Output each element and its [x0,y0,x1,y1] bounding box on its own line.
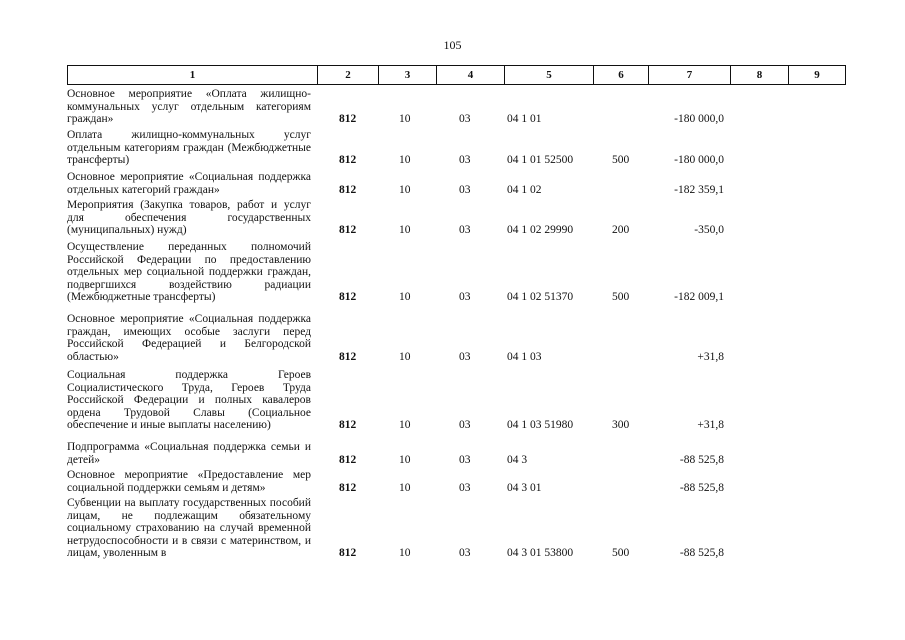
cell-target-article: 04 1 01 52500 [507,154,574,167]
cell-description: Основное мероприятие «Предоставление мер социальной поддержки семьям и детям» [67,469,311,494]
cell-amount: +31,8 [697,350,724,363]
cell-ved: 812 [339,547,357,560]
cell-target-article: 04 3 01 [507,481,542,494]
cell-section: 10 [399,291,411,304]
cell-section: 10 [399,350,411,363]
header-col-2: 2 [318,66,379,84]
cell-section: 10 [399,481,411,494]
cell-section: 10 [399,183,411,196]
cell-target-article: 04 1 02 29990 [507,224,574,237]
cell-subsection: 03 [459,291,471,304]
cell-section: 10 [399,224,411,237]
table-row [67,88,846,126]
cell-amount: -182 359,1 [674,183,724,196]
cell-subsection: 03 [459,154,471,167]
table-row [67,199,846,237]
cell-amount: -180 000,0 [674,113,724,126]
cell-amount: -88 525,8 [679,547,724,560]
cell-ved: 812 [339,291,357,304]
header-col-8: 8 [731,66,789,84]
table-header [67,65,846,85]
cell-amount: -182 009,1 [674,291,724,304]
cell-ved: 812 [339,154,357,167]
cell-section: 10 [399,547,411,560]
cell-expense-type: 500 [612,291,630,304]
page-number: 105 [443,38,462,52]
cell-description: Оплата жилищно-коммунальных услуг отдельным категориям граждан (Межбюджетные трансферты) [67,129,311,167]
table-row [67,129,846,167]
header-col-6: 6 [594,66,649,84]
cell-amount: -88 525,8 [679,453,724,466]
header-col-3: 3 [379,66,437,84]
cell-expense-type: 500 [612,547,630,560]
cell-amount: -180 000,0 [674,154,724,167]
cell-ved: 812 [339,419,357,432]
cell-description: Социальная поддержка Героев Социалистического Труда, Героев Труда Российской Федерации и полных кавалеров ордена Трудовой Славы (Социальное обеспечение и иные выплаты населению) [67,369,311,432]
table-row [67,497,846,560]
cell-subsection: 03 [459,183,471,196]
cell-subsection: 03 [459,113,471,126]
table-row [67,171,846,196]
cell-description: Осуществление переданных полномочий Российской Федерации по предоставлению отдельных мер социальной поддержки граждан, подвергшихся воздействию радиации (Межбюджетные трансферты) [67,241,311,304]
header-col-5: 5 [505,66,594,84]
cell-section: 10 [399,453,411,466]
header-col-4: 4 [437,66,505,84]
cell-description: Мероприятия (Закупка товаров, работ и услуг для обеспечения государственных (муниципальных) нужд) [67,199,311,237]
cell-subsection: 03 [459,224,471,237]
cell-target-article: 04 1 01 [507,113,542,126]
cell-expense-type: 300 [612,419,630,432]
cell-ved: 812 [339,113,357,126]
cell-ved: 812 [339,453,357,466]
cell-description: Основное мероприятие «Социальная поддержка отдельных категорий граждан» [67,171,311,196]
cell-subsection: 03 [459,481,471,494]
table-row [67,241,846,304]
cell-amount: +31,8 [697,419,724,432]
table-row [67,369,846,432]
cell-target-article: 04 3 01 53800 [507,547,574,560]
cell-expense-type: 500 [612,154,630,167]
cell-subsection: 03 [459,350,471,363]
header-col-1: 1 [68,66,318,84]
cell-description: Основное мероприятие «Социальная поддержка граждан, имеющих особые заслуги перед Российской Федерацией и Белгородской областью» [67,313,311,363]
cell-subsection: 03 [459,547,471,560]
table-row [67,313,846,363]
cell-expense-type: 200 [612,224,630,237]
cell-amount: -88 525,8 [679,481,724,494]
cell-description: Подпрограмма «Социальная поддержка семьи и детей» [67,441,311,466]
cell-target-article: 04 1 02 [507,183,542,196]
header-col-9: 9 [814,69,820,81]
cell-description: Основное мероприятие «Оплата жилищно-коммунальных услуг отдельным категориям граждан» [67,88,311,126]
cell-ved: 812 [339,350,357,363]
cell-section: 10 [399,154,411,167]
cell-amount: -350,0 [694,224,724,237]
cell-subsection: 03 [459,419,471,432]
cell-subsection: 03 [459,453,471,466]
cell-target-article: 04 1 02 51370 [507,291,574,304]
cell-section: 10 [399,419,411,432]
table-row [67,469,846,494]
cell-target-article: 04 3 [507,453,528,466]
cell-section: 10 [399,113,411,126]
cell-description: Субвенции на выплату государственных пособий лицам, не подлежащим обязательному социальному страхованию на случай временной нетрудоспособности и в связи с материнством, и лицам, уволенным в [67,497,311,560]
cell-target-article: 04 1 03 [507,350,542,363]
cell-ved: 812 [339,183,357,196]
cell-target-article: 04 1 03 51980 [507,419,574,432]
table-row [67,441,846,466]
header-col-7: 7 [649,66,731,84]
cell-ved: 812 [339,224,357,237]
cell-ved: 812 [339,481,357,494]
